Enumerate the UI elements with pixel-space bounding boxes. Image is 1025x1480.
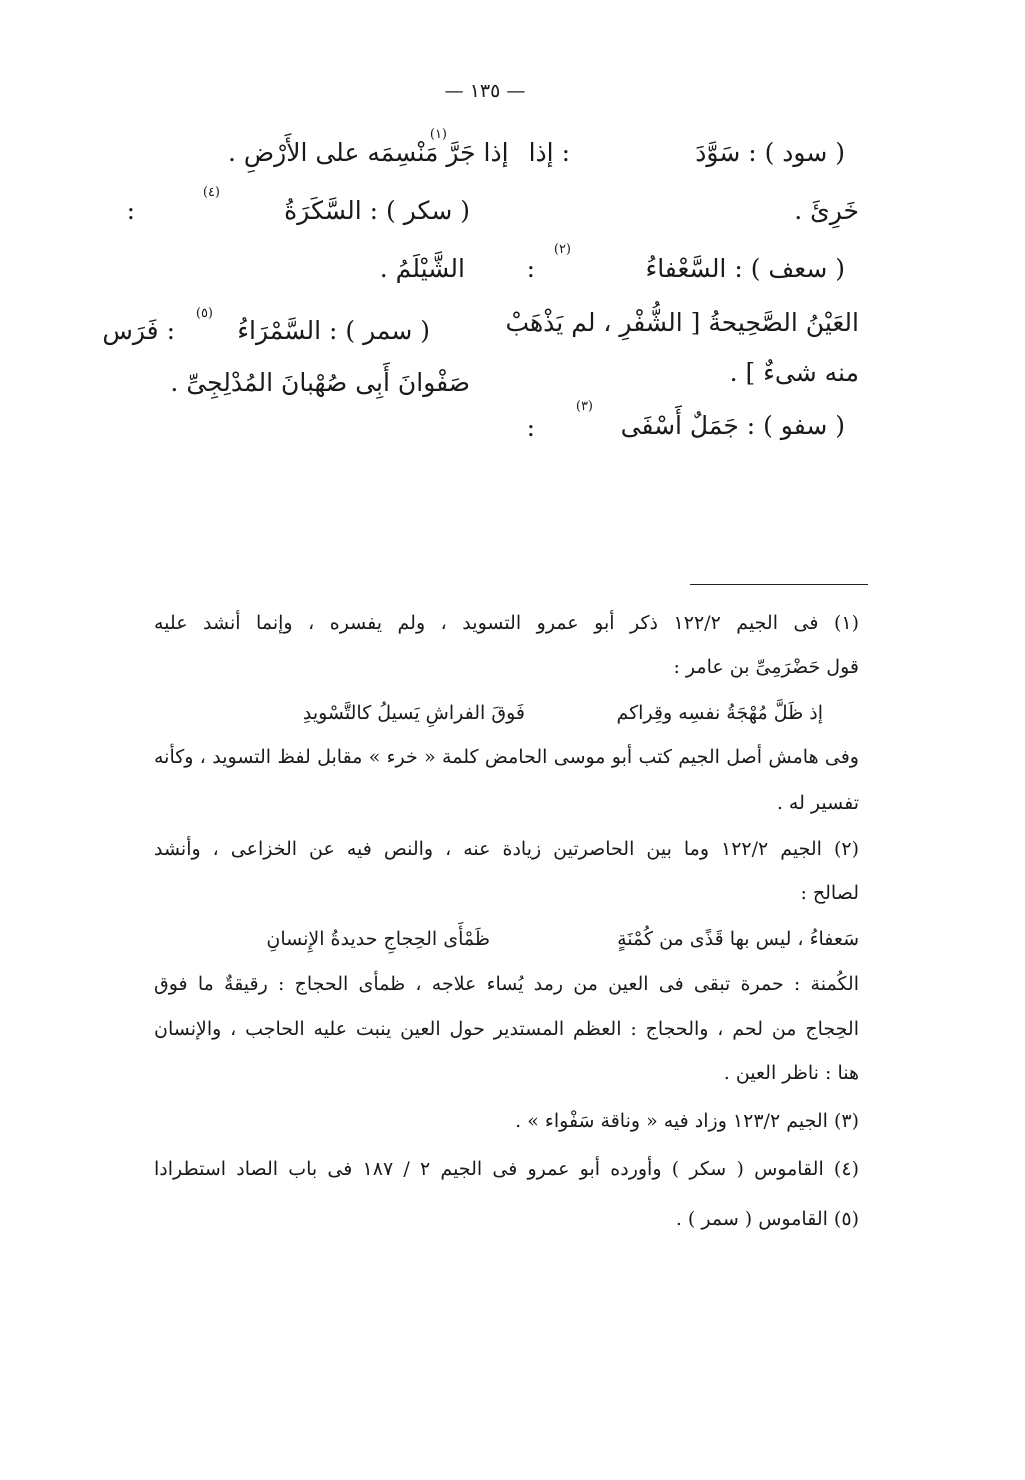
footnote-1-verse-a: إذ ظَلَّ مُهْجَةُ نفسِه وقِراكم (616, 702, 823, 724)
entry-saaf-def: الشَّيْلَمُ . (379, 254, 465, 283)
footnote-2-line-1: (٢) الجيم ١٢٢/٢ وما بين الحاصرتين زيادة عنه ، والنص فيه عن الخزاعى ، وأنشد (154, 838, 859, 860)
footnote-3: (٣) الجيم ١٢٣/٢ وزاد فيه « وناقة سَفْواء » . (515, 1110, 859, 1132)
footnote-1-line-2: قول حَضْرَمِىِّ بن عامر : (673, 656, 859, 678)
entry-samar-label: ( سمر ) : السَّمْرَاءُ (237, 316, 430, 345)
entry-saaf-note: (٢) (553, 242, 571, 257)
page-number: — ١٣٥ — (444, 80, 526, 102)
entry-minhu: منه شىءٌ ] . (729, 358, 859, 387)
footnote-2-verse-b: ظَمْأَى الحِجاجِ حديدةُ الإِنسانِ (266, 928, 490, 950)
entry-khari: خَرِئَ . (794, 196, 859, 225)
entry-safw-colon: : (526, 413, 535, 442)
entry-sawad-def-visible: إذا جَرَّ مَنْسِمَه على الأَرْضِ . (228, 138, 509, 167)
footnote-separator (690, 584, 868, 585)
entry-safwan: صَفْوانَ أَبِى صُهْبانَ المُدْلِجِىِّ . (170, 368, 470, 397)
footnote-1-line-1: (١) فى الجيم ١٢٢/٢ ذكر أبو عمرو التسويد ، ولم يفسره ، وإنما أنشد عليه (154, 612, 860, 634)
entry-saaf-colon: : (526, 254, 535, 283)
entry-sukr-note: (٤) (202, 185, 220, 200)
footnote-2-line-2: لصالح : (800, 882, 859, 904)
entry-saaf-label: ( سعف ) : السَّعْفاءُ (645, 254, 845, 283)
entry-samar-def: : فَرَس (102, 316, 175, 345)
footnote-1-verse-b: فَوقَ الفراشِ يَسيلُ كالتَّسْويدِ (302, 702, 525, 724)
footnote-1-line-5: تفسير له . (776, 792, 859, 814)
footnote-2-verse-a: سَعفاءُ ، ليس بها قَذًى من كُمْنَةٍ (617, 928, 859, 950)
footnote-2-line-4: الكُمنة : حمرة تبقى فى العين من رمد يُساء علاجه ، ظمأى الحجاج : رقيقةٌ ما فوق (154, 973, 859, 995)
entry-sukr-colon: : (126, 196, 135, 225)
entry-safw-label: ( سفو ) : جَمَلٌ أَسْفَى (620, 411, 845, 440)
footnote-4: (٤) القاموس ( سكر ) وأورده أبو عمرو فى الجيم ٢ / ١٨٧ فى باب الصاد استطرادا (154, 1158, 859, 1180)
entry-ayn-line: العَيْنُ الصَّحِيحةُ [ الشُّفْرِ ، لم يَذْهَبْ (505, 308, 859, 337)
footnote-2-line-5: الحِجاج من لحم ، والحجاج : العظم المستدير حول العين ينبت عليه الحاجب ، والإنسان (154, 1018, 859, 1040)
entry-samar-note: (٥) (195, 306, 213, 321)
entry-safw-note: (٣) (575, 399, 593, 414)
footnote-5: (٥) القاموس ( سمر ) . (675, 1208, 859, 1230)
footnote-2-line-6: هنا : ناظر العين . (723, 1062, 859, 1084)
entry-sawad-label: ( سود ) : سَوَّدَ (695, 138, 845, 167)
entry-sawad-colon: : إذا (528, 138, 570, 167)
entry-sukr-label: ( سكر ) : السَّكَرَةُ (284, 196, 470, 225)
footnote-1-line-4: وفى هامش أصل الجيم كتب أبو موسى الحامض كلمة « خرء » مقابل لفظ التسويد ، وكأنه (154, 746, 859, 768)
entry-sawad-note: (١) (429, 127, 447, 142)
